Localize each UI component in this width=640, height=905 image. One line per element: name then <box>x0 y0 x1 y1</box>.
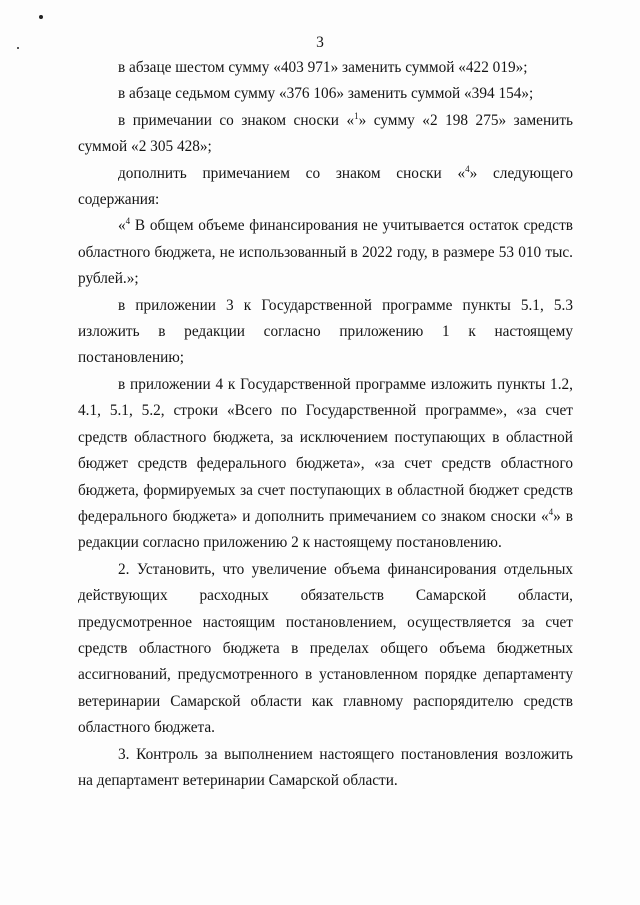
footnote-mark: 4 <box>548 506 554 517</box>
document-body <box>78 55 573 794</box>
paragraph-text: « <box>118 217 126 235</box>
footnote-mark: 4 <box>125 216 131 227</box>
paragraph-text: дополнить примечанием со знаком сноски « <box>118 164 466 182</box>
paragraph-text: в приложении 4 к Государственной программе изложить пункты 1.2, 4.1, 5.1, 5.2, строки «Всего по Государственной программе», «за счет средств областного бюджета, за исключением поступающих в областной бюджет средств федерального бюджета», «за счет средств областного бюджета, формируемых за счет поступающих в областной бюджет средств федерального бюджета» и дополнить примечанием со знаком сноски « <box>78 375 573 525</box>
paragraph-text: в абзаце шестом сумму «403 971» заменить суммой «422 019»; <box>118 59 528 76</box>
page-number: 3 <box>316 34 324 51</box>
paragraph-text: » в редакции согласно приложению 2 к настоящему постановлению. <box>78 507 573 552</box>
paragraph <box>78 81 573 107</box>
paragraph-text: » сумму «2 198 275» заменить суммой «2 305 428»; <box>78 111 573 156</box>
paragraph-text: в приложении 3 к Государственной программе пункты 5.1, 5.3 изложить в редакции согласно приложению 1 к настоящему постановлению; <box>78 296 573 367</box>
paragraph-text: в примечании со знаком сноски « <box>118 111 355 129</box>
paragraph <box>78 557 573 742</box>
paragraph-text: 2. Установить, что увеличение объема финансирования отдельных действующих расходных обязательств Самарской области, предусмотренное настоящим постановлением, осуществляется за счет средств областного бюджета в пределах общего объема бюджетных ассигнований, предусмотренного в установленном порядке департаменту ветеринарии Самарской области как главному распорядителю средств областного бюджета. <box>78 560 573 737</box>
scan-speck <box>39 15 43 19</box>
paragraph <box>78 161 573 214</box>
paragraph <box>78 213 573 292</box>
footnote-mark: 1 <box>354 110 359 121</box>
paragraph <box>78 108 573 161</box>
paragraph-text: в абзаце седьмом сумму «376 106» заменить суммой «394 154»; <box>118 85 534 103</box>
footnote-mark: 4 <box>465 163 470 174</box>
paragraph <box>78 742 573 795</box>
paragraph <box>78 372 573 557</box>
paragraph-text: В общем объеме финансирования не учитывается остаток средств областного бюджета, не использованный в 2022 году, в размере 53 010 тыс. рублей.»; <box>78 217 573 288</box>
paragraph-text: 3. Контроль за выполнением настоящего постановления возложить на департамент ветеринарии Самарской области. <box>78 745 573 789</box>
paragraph <box>78 55 573 81</box>
paragraph <box>78 293 573 372</box>
paragraph-text: » следующего содержания: <box>78 164 574 209</box>
